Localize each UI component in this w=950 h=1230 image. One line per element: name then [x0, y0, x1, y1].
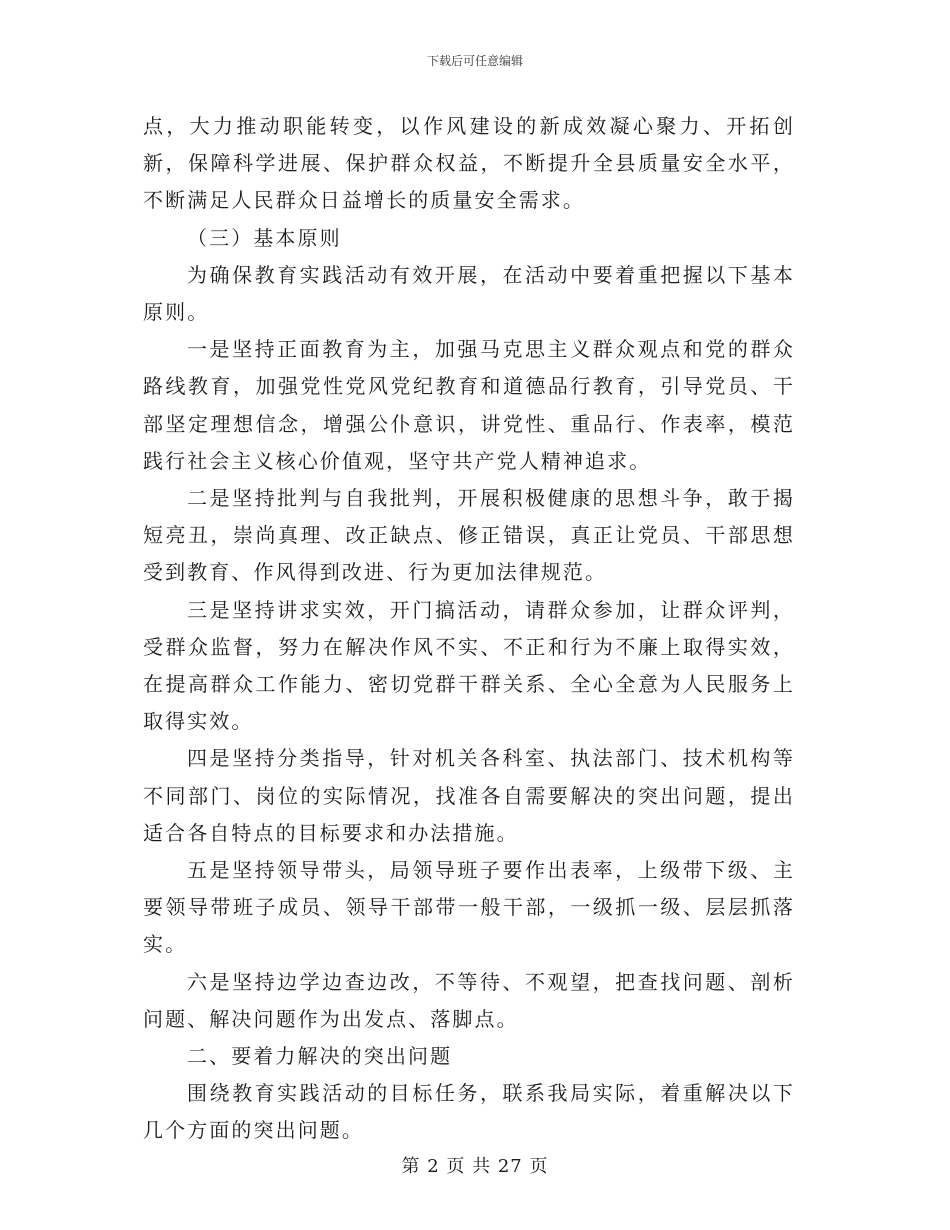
document-body — [143, 108, 795, 1150]
section-heading-basic-principles: （三）基本原则 — [187, 225, 342, 250]
page-header: 下载后可任意编辑 — [426, 54, 523, 68]
paragraph-principle-2: 二是坚持批判与自我批判，开展积极健康的思想斗争，敢于揭短亮丑，崇尚真理、改正缺点、修正错误，真正让党员、干部思想受到教育、作风得到改进、行为更加法律规范。 — [143, 486, 795, 585]
page-footer: 第 2 页 共 27 页 — [401, 1156, 549, 1177]
paragraph-principle-1: 一是坚持正面教育为主，加强马克思主义群众观点和党的群众路线教育，加强党性党风党纪教育和道德品行教育，引导党员、干部坚定理想信念，增强公仆意识，讲党性、重品行、作表率，模范践行社会主义核心价值观，坚守共产党人精神追求。 — [143, 337, 795, 473]
paragraph-principle-5: 五是坚持领导带头，局领导班子要作出表率，上级带下级、主要领导带班子成员、领导干部带一般干部，一级抓一级、层层抓落实。 — [143, 858, 795, 957]
paragraph-problems-intro: 围绕教育实践活动的目标任务，联系我局实际，着重解决以下几个方面的突出问题。 — [143, 1081, 795, 1143]
paragraph-principle-3: 三是坚持讲求实效，开门搞活动，请群众参加，让群众评判，受群众监督，努力在解决作风不实、不正和行为不廉上取得实效，在提高群众工作能力、密切党群干群关系、全心全意为人民服务上取得实效。 — [143, 597, 795, 734]
paragraph-principle-6: 六是坚持边学边查边改，不等待、不观望，把查找问题、剖析问题、解决问题作为出发点、落脚点。 — [143, 969, 795, 1031]
paragraph-principles-intro: 为确保教育实践活动有效开展，在活动中要着重把握以下基本原则。 — [143, 262, 795, 325]
paragraph-principle-4: 四是坚持分类指导，针对机关各科室、执法部门、技术机构等不同部门、岗位的实际情况，找准各自需要解决的突出问题，提出适合各自特点的目标要求和办法措施。 — [143, 746, 795, 845]
paragraph-continuation: 点，大力推动职能转变，以作风建设的新成效凝心聚力、开拓创新，保障科学进展、保护群众权益，不断提升全县质量安全水平，不断满足人民群众日益增长的质量安全需求。 — [143, 114, 795, 213]
section-heading-problems: 二、要着力解决的突出问题 — [187, 1044, 453, 1069]
